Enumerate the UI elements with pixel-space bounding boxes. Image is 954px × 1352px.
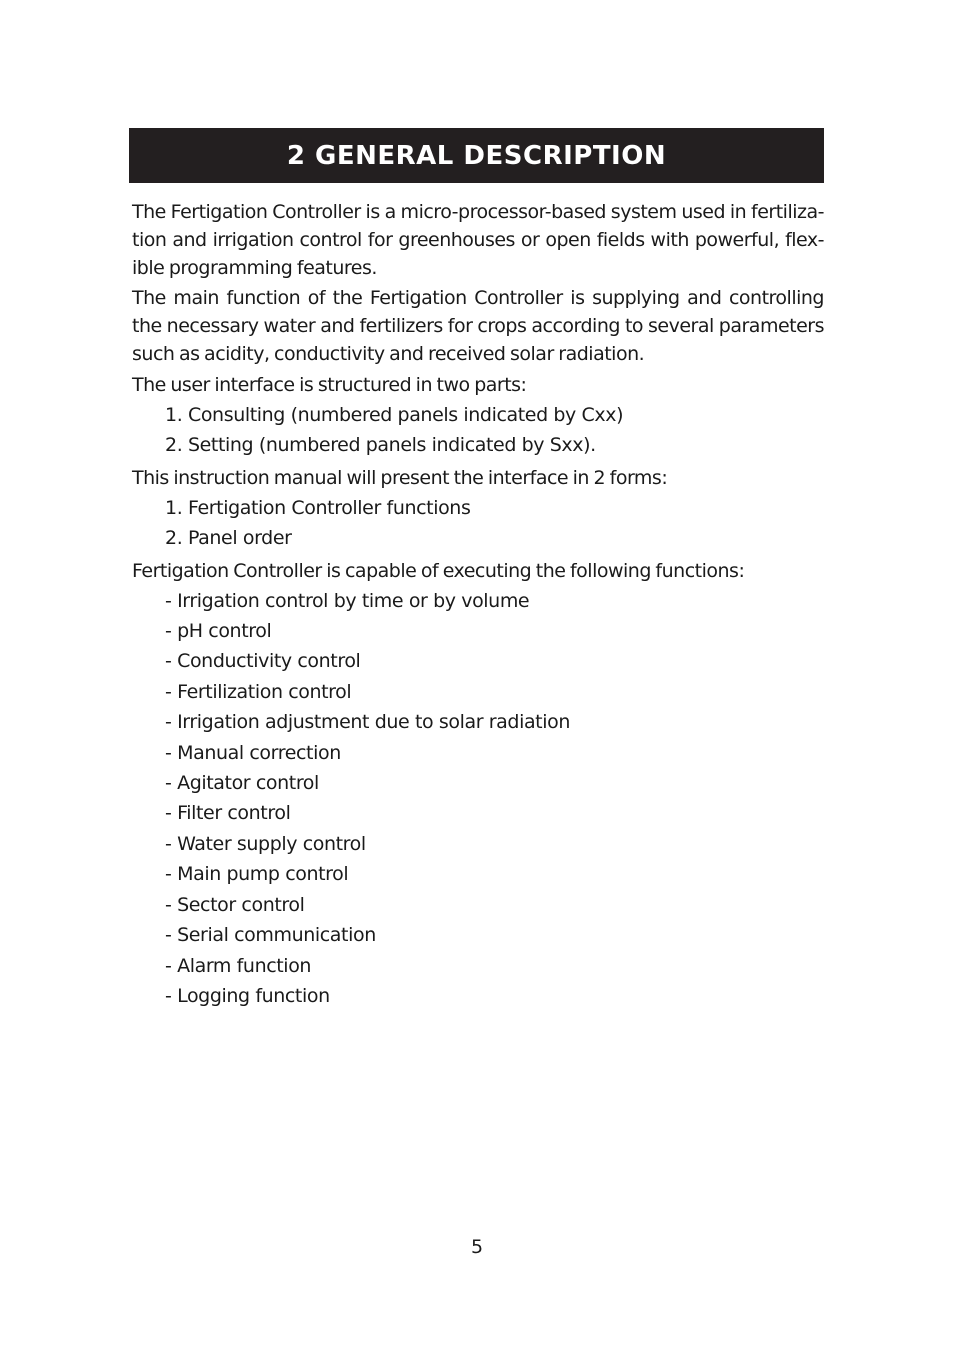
page-content <box>132 198 824 1011</box>
list-item: 1. Consulting (numbered panels indicated by Cxx) <box>165 404 624 426</box>
page-number: 5 <box>470 1236 484 1258</box>
functions-intro-paragraph: Fertigation Controller is capable of executing the following functions: <box>132 559 745 582</box>
list-item: - Logging function <box>165 984 330 1007</box>
list-item: 2. Panel order <box>165 527 292 550</box>
list-item: - Irrigation adjustment due to solar radiation <box>165 711 570 734</box>
ui-intro-paragraph: The user interface is structured in two parts: <box>132 374 527 396</box>
list-item: - Fertilization control <box>165 680 352 703</box>
list-item: - Sector control <box>165 893 305 916</box>
list-item: - Manual correction <box>165 741 341 764</box>
list-item: - pH control <box>165 620 272 643</box>
list-item: - Water supply control <box>165 832 366 855</box>
intro-paragraph-1: The Fertigation Controller is a micro-processor-based system used in fertiliza-tion and irrigation control for greenhouses or open fields with powerful, flex-ible programming features. <box>132 201 824 279</box>
list-item: 1. Fertigation Controller functions <box>165 496 471 519</box>
list-item: - Agitator control <box>165 772 319 795</box>
ui-parts-list <box>132 400 824 461</box>
list-item: - Irrigation control by time or by volume <box>165 589 530 612</box>
intro-paragraph-2: The main function of the Fertigation Controller is supplying and controlling the necessary water and fertilizers for crops according to several parameters such as acidity, conductivity and received solar radiation. <box>132 287 824 365</box>
manual-forms-list <box>132 493 824 554</box>
list-item: 2. Setting (numbered panels indicated by Sxx). <box>165 434 596 457</box>
list-item: - Serial communication <box>165 924 376 947</box>
functions-list <box>132 586 824 1012</box>
list-item: - Alarm function <box>165 954 312 977</box>
manual-intro-paragraph: This instruction manual will present the interface in 2 forms: <box>132 466 668 489</box>
list-item: - Filter control <box>165 802 291 825</box>
section-header-bar <box>129 128 824 183</box>
list-item: - Conductivity control <box>165 650 361 673</box>
list-item: - Main pump control <box>165 863 349 886</box>
section-title: 2 GENERAL DESCRIPTION <box>286 140 667 171</box>
